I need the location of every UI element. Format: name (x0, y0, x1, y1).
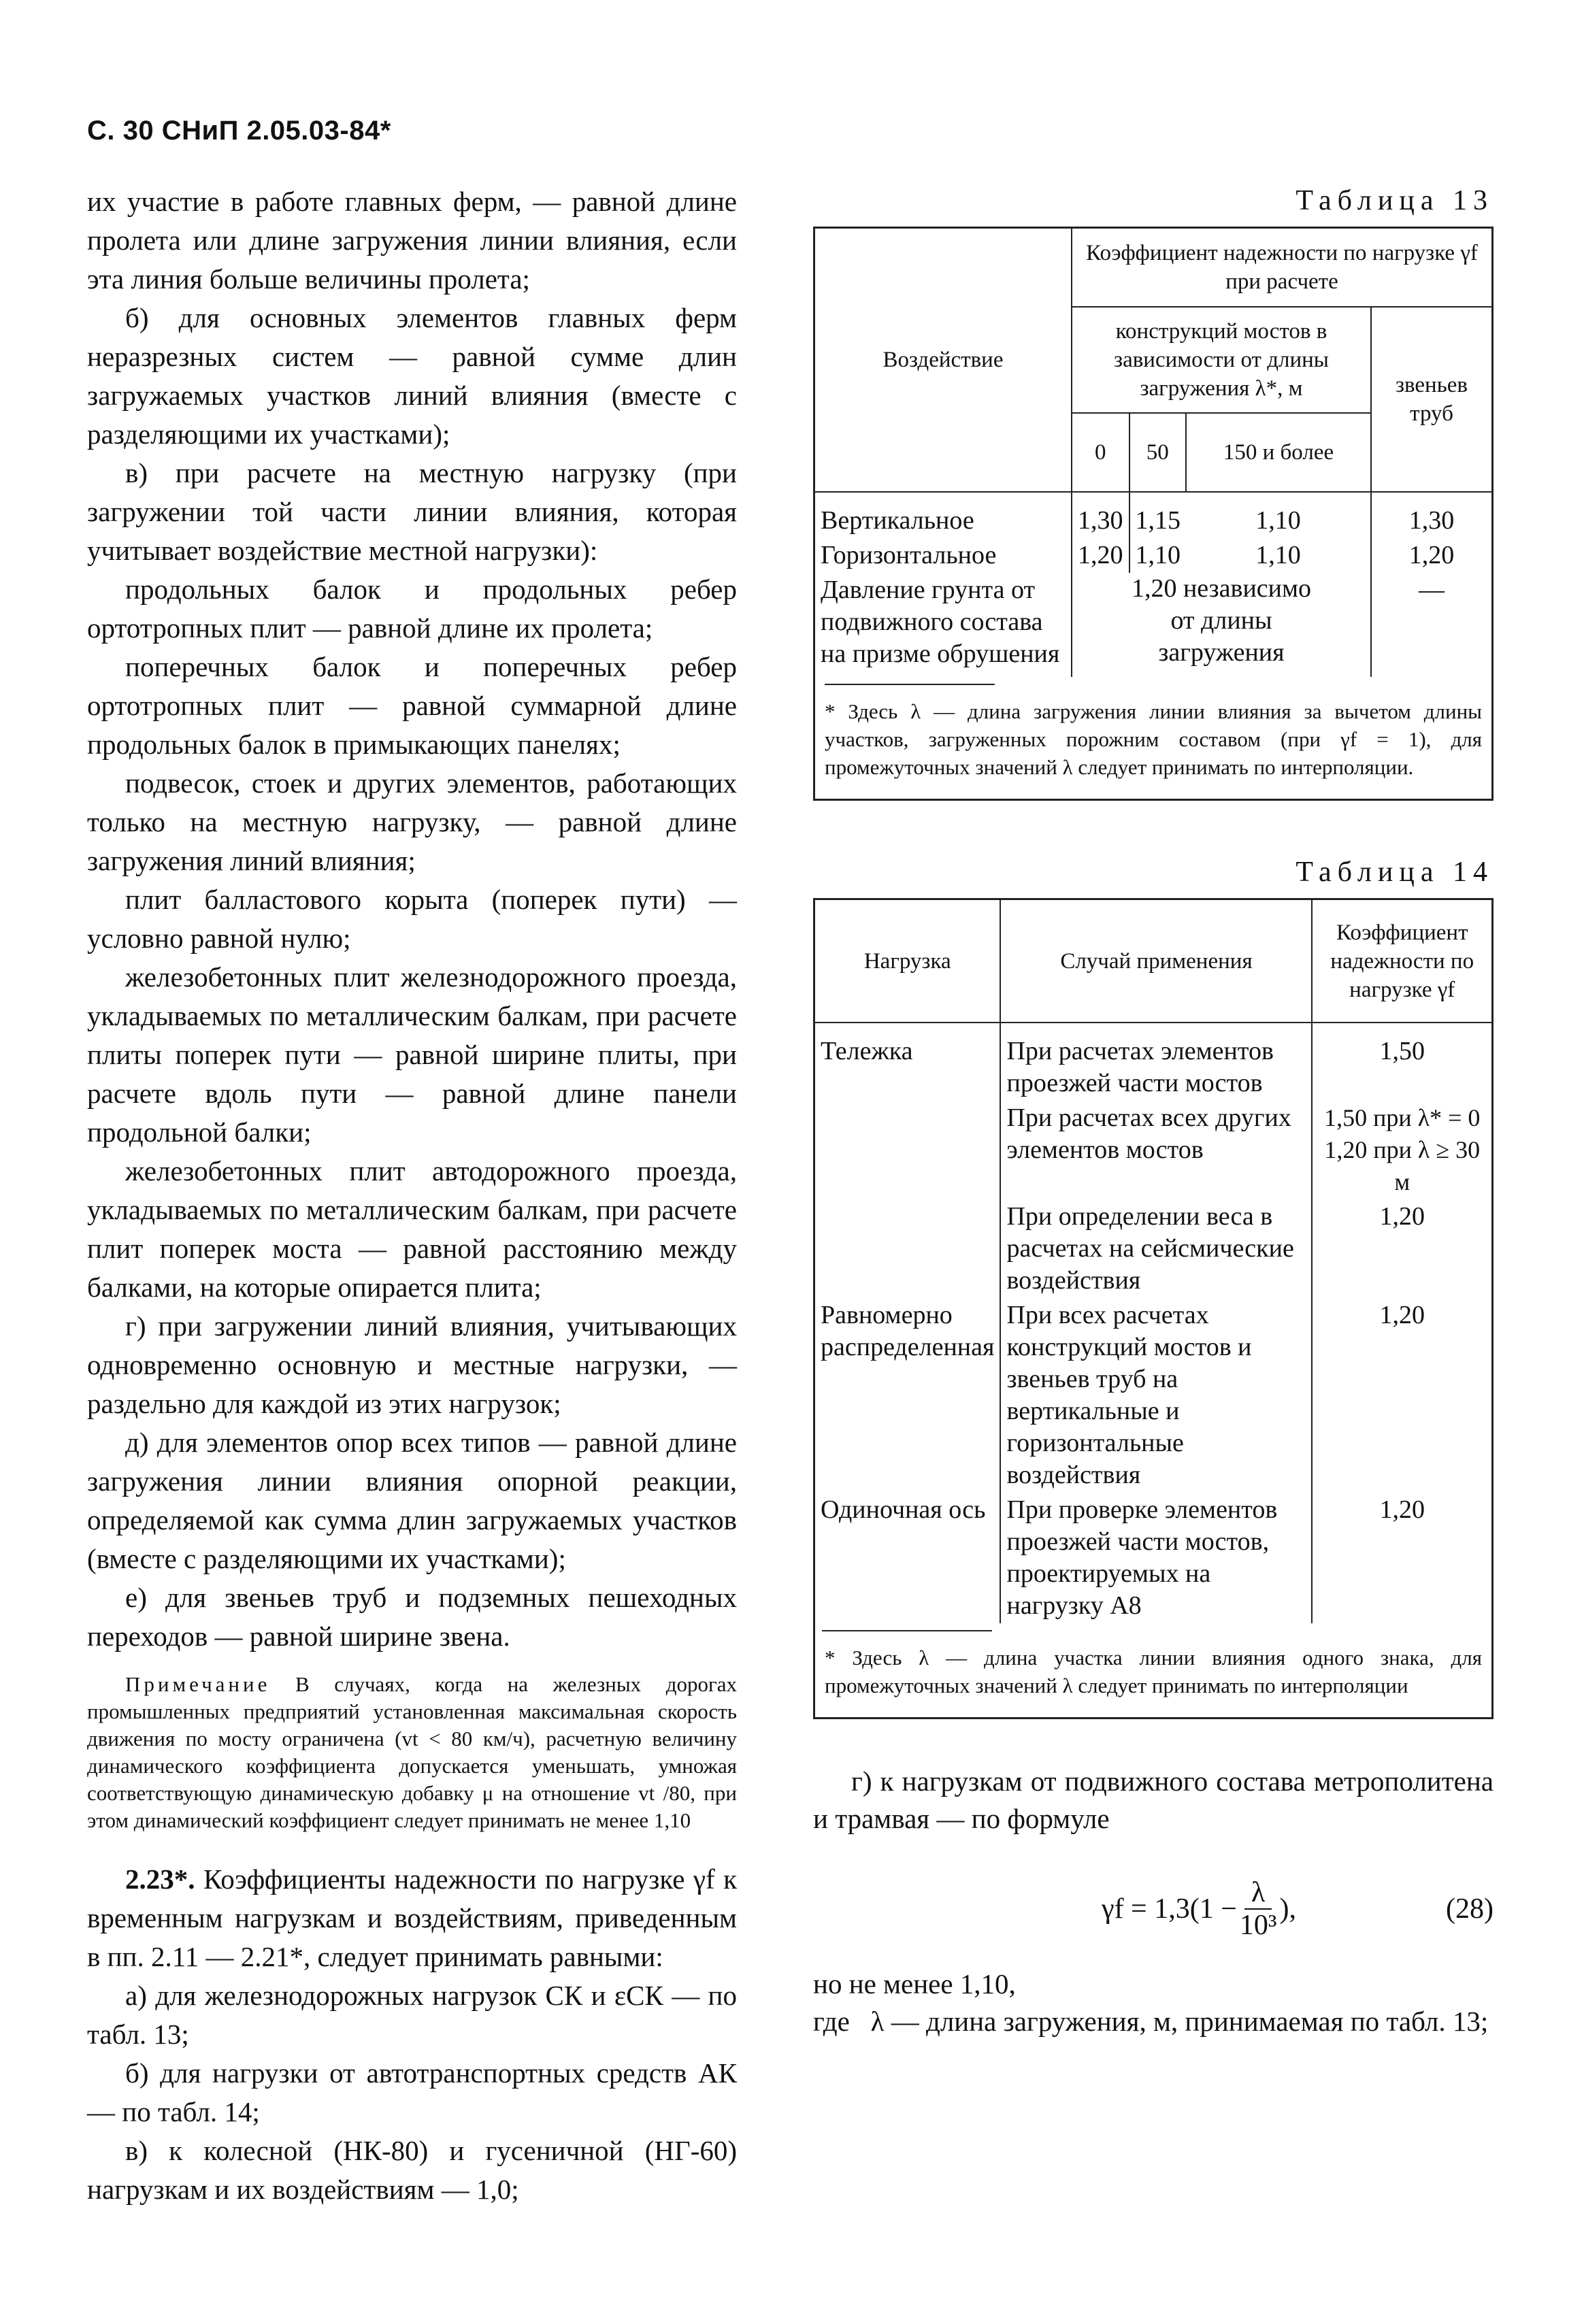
table13-cell: — (1371, 573, 1491, 677)
footnote-rule (822, 1630, 992, 1631)
paragraph: плит балластового корыта (поперек пути) — условно равной нулю; (87, 884, 737, 954)
formula-denominator: 10³ (1239, 1910, 1277, 1941)
table-row (815, 492, 1491, 538)
paragraph: железобетонных плит автодорожного проезда, укладываемых по металлическим балкам, при расчете плит поперек моста — равной расстоянию между балками, на которые опирается плита; (87, 1155, 737, 1303)
list-item: а) для железнодорожных нагрузок СК и εСК — по табл. 13; (87, 1980, 737, 2050)
table13-cell: 1,10 (1255, 541, 1301, 569)
paragraph: железобетонных плит железнодорожного проезда, укладываемых по металлическим балкам, при расчете плиты поперек пути — равной ширине плиты, при расчете вдоль пути — равной длине панели продольной балки; (87, 961, 737, 1148)
table14-header-load: Нагрузка (815, 900, 1000, 1023)
formula-expression (1102, 1877, 1296, 1941)
table13-cell: 1,30 (1371, 492, 1491, 538)
table13-cell: Вертикальное (821, 506, 974, 535)
table13-cell: Горизонтальное (821, 541, 997, 569)
table-row (815, 538, 1491, 573)
table-row (815, 1298, 1491, 1493)
formula-numerator: λ (1244, 1877, 1272, 1910)
table-row (815, 1493, 1491, 1623)
paragraph: поперечных балок и поперечных ребер ортотропных плит — равной суммарной длине продольных балок в примыкающих панелях; (87, 651, 737, 760)
list-item: б) для нагрузки от автотранспортных средств АК — по табл. 14; (87, 2057, 737, 2127)
table14-cell: 1,50 при λ* = 0 1,20 при λ ≥ 30 м (1312, 1101, 1491, 1199)
table14-cell: При определении веса в расчетах на сейсмические воздействия (1000, 1199, 1312, 1298)
paragraph: в) при расчете на местную нагрузку (при загружении той части линии влияния, которая учитывает воздействие местной нагрузки): (87, 457, 737, 566)
table13-header-bridges: конструкций мостов в зависимости от длины загружения λ*, м (1072, 307, 1371, 413)
table13-cell: 1,20 (1371, 538, 1491, 573)
section-number: 2.23*. (125, 1863, 195, 1895)
table13-cell: 1,20 (1072, 538, 1129, 573)
table-row (815, 573, 1491, 677)
section-text: Коэффициенты надежности по нагрузке γf к временным нагрузкам и воздействиям, приведенным в пп. 2.11 — 2.21*, следует принимать равными: (87, 1863, 737, 1972)
note (87, 1671, 737, 1834)
table13-header-50: 50 (1129, 413, 1187, 492)
table13-grid (815, 229, 1491, 677)
table14-header-case: Случай применения (1000, 900, 1312, 1023)
table13-cell: 1,10 (1255, 506, 1301, 535)
table13-cell: 1,10 (1129, 538, 1187, 573)
table-row (815, 1199, 1491, 1298)
formula-tail: ), (1279, 1893, 1297, 1925)
table13-cell: 1,20 независимо от длины загружения (1072, 573, 1371, 677)
formula-28 (813, 1865, 1494, 1953)
table13-caption: Таблица 13 (1296, 185, 1494, 216)
table13-header-0: 0 (1072, 413, 1129, 492)
table14-cell: Равномерно распределенная (821, 1301, 995, 1361)
page-header: С. 30 СНиП 2.05.03-84* (87, 116, 391, 146)
table13-cell: Давление грунта от подвижного состава на призме обрушения (821, 576, 1060, 668)
table13 (813, 227, 1494, 801)
table14-cell: 1,20 (1312, 1199, 1491, 1298)
table14-cell: При всех расчетах конструкций мостов и звеньев труб на вертикальные и горизонтальные воздействия (1000, 1298, 1312, 1493)
section-2-23 (87, 1860, 737, 1976)
note-text: В случаях, когда на железных дорогах промышленных предприятий установленная максимальная скорость движения по мосту ограничена (vt < 80 км/ч), расчетную величину динамического коэффициента допускается уменьшать, умножая соответствующую динамическую добавку μ на отношение vt /80, при этом динамический коэффициент следует принимать не менее 1,10 (87, 1672, 738, 1832)
paragraph: их участие в работе главных ферм, — равной длине пролета или длине загружения линии влияния, если эта линия больше величины пролета; (87, 186, 737, 295)
table13-cell: 1,30 (1072, 492, 1129, 538)
table-row (815, 1023, 1491, 1101)
paragraph-min: но не менее 1,10, (813, 1968, 1016, 1999)
paragraph: б) для основных элементов главных ферм неразрезных систем — равной сумме длин загружаемых участков линий влияния (вместе с разделяющими их участками); (87, 302, 737, 450)
table13-header-action: Воздействие (815, 229, 1072, 492)
table14-cell: При расчетах элементов проезжей части мостов (1000, 1023, 1312, 1101)
list-item: в) к колесной (НК-80) и гусеничной (НГ-60) нагрузкам и их воздействиям — 1,0; (87, 2135, 737, 2205)
paragraph: д) для элементов опор всех типов — равной длине загружения линии влияния опорной реакции, определяемой как сумма длин загружаемых участков (вместе с разделяющими их участками); (87, 1427, 737, 1574)
table-row (815, 1101, 1491, 1199)
table14-cell: Одиночная ось (821, 1495, 986, 1524)
formula-lhs: γf = 1,3(1 − (1102, 1893, 1237, 1925)
table14-cell (815, 1101, 1000, 1199)
table13-cell: 1,15 (1129, 492, 1187, 538)
paragraph-g: г) к нагрузкам от подвижного состава метрополитена и трамвая — по формуле (813, 1765, 1494, 1834)
paragraph: г) при загружении линий влияния, учитывающих одновременно основную и местные нагрузки, — раздельно для каждой из этих нагрузок; (87, 1310, 737, 1419)
table14-cell: При расчетах всех других элементов мостов (1000, 1101, 1312, 1199)
table14 (813, 898, 1494, 1719)
left-column (87, 182, 737, 2209)
footnote-rule (825, 684, 995, 685)
paragraph: е) для звеньев труб и подземных пешеходных переходов — равной ширине звена. (87, 1582, 737, 1652)
table14-cell: Тележка (821, 1037, 913, 1065)
note-label: Примечание (125, 1672, 271, 1696)
formula-fraction (1240, 1877, 1277, 1941)
table14-footnote: * Здесь λ — длина участка линии влияния одного знака, для промежуточных значений λ следует принимать по интерполяции (825, 1646, 1482, 1697)
table14-header-coef: Коэффициент надежности по нагрузке γf (1312, 900, 1491, 1023)
table13-header-coef: Коэффициент надежности по нагрузке γf при расчете (1072, 229, 1491, 307)
table14-grid (815, 900, 1491, 1623)
table13-header-150: 150 и более (1186, 413, 1371, 492)
right-column (813, 182, 1494, 2040)
table13-header-pipes: звеньев труб (1371, 307, 1491, 492)
equation-number: (28) (1446, 1893, 1494, 1925)
paragraph-where: где λ — длина загружения, м, принимаемая по табл. 13; (813, 2006, 1489, 2037)
table13-footnote: * Здесь λ — длина загружения линии влияния за вычетом длины участков, загруженных порожним составом (при γf = 1), для промежуточных значений λ следует принимать по интерполяции. (825, 699, 1482, 779)
paragraph: продольных балок и продольных ребер ортотропных плит — равной длине их пролета; (87, 574, 737, 644)
table14-cell: 1,20 (1312, 1298, 1491, 1493)
table14-cell (815, 1199, 1000, 1298)
table14-caption: Таблица 14 (1296, 857, 1494, 888)
table14-cell: 1,50 (1312, 1023, 1491, 1101)
table14-cell: При проверке элементов проезжей части мостов, проектируемых на нагрузку А8 (1000, 1493, 1312, 1623)
table14-cell: 1,20 (1312, 1493, 1491, 1623)
paragraph: подвесок, стоек и других элементов, работающих только на местную нагрузку, — равной длине загружения линий влияния; (87, 767, 737, 876)
